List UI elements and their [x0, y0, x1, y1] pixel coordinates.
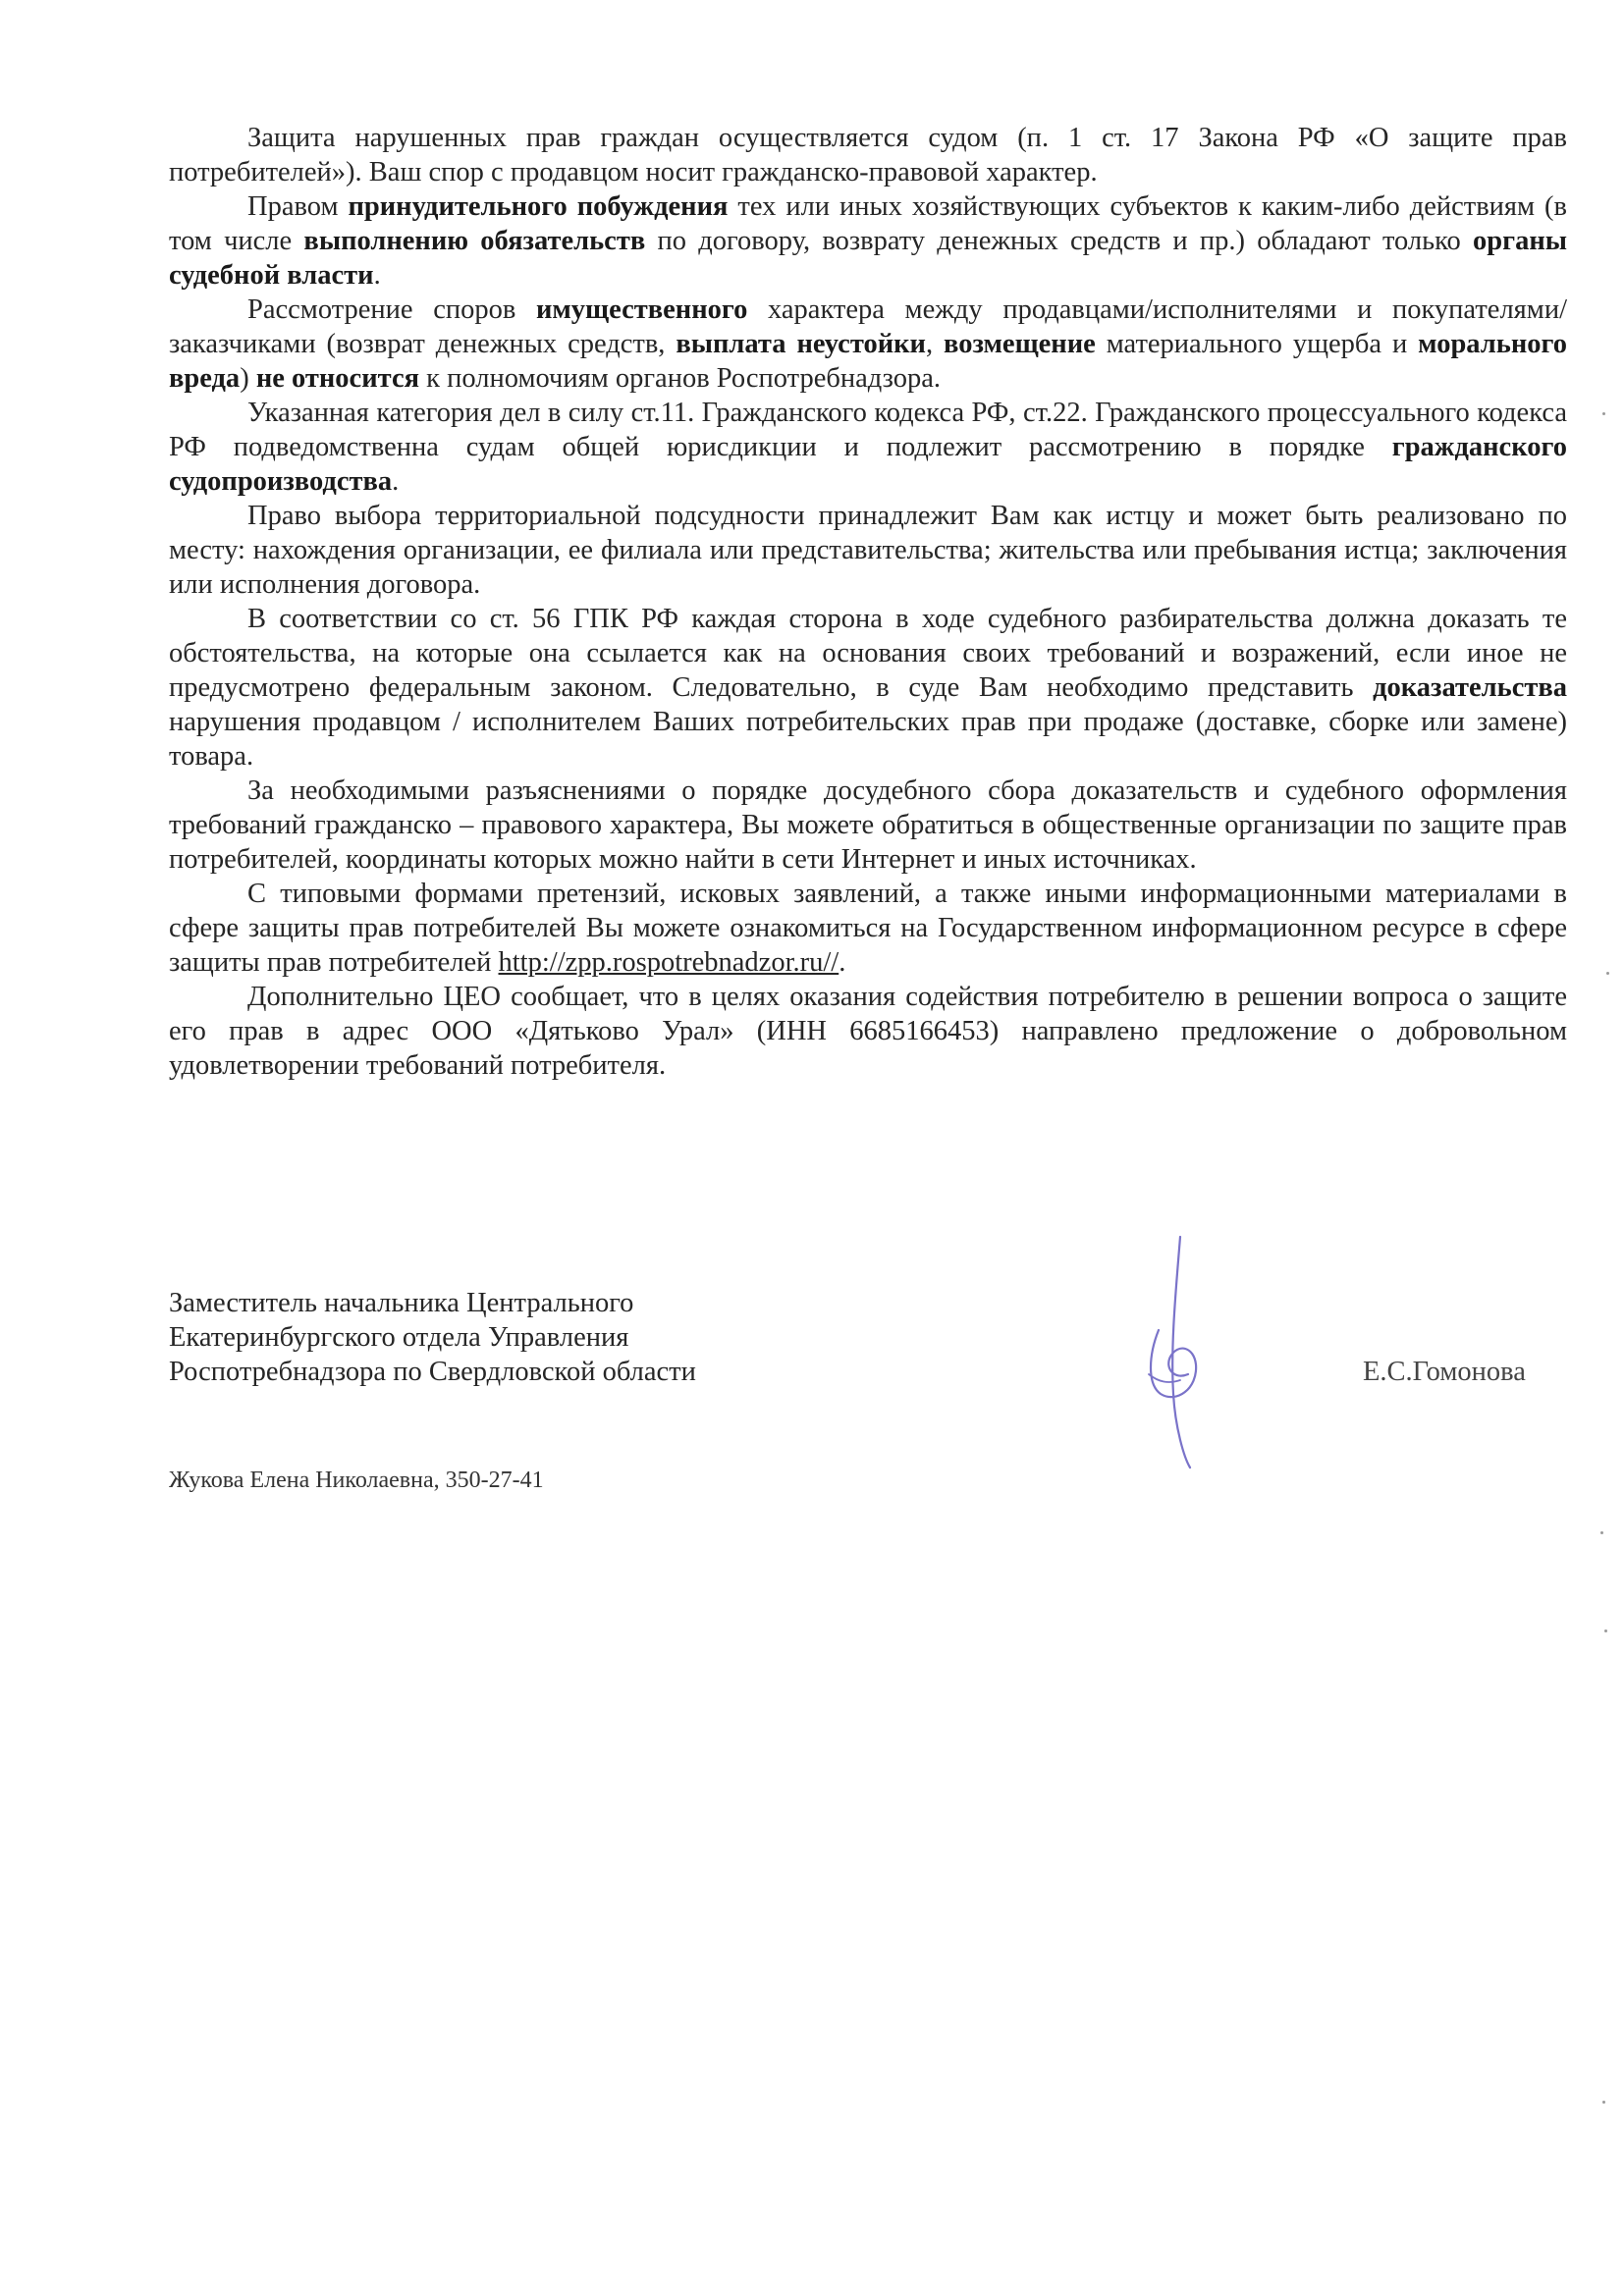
paragraph-text: Правом — [247, 191, 349, 222]
bold-phrase: гражданского судопроизводства — [169, 432, 1567, 497]
paragraph-text: Рассмотрение споров — [247, 294, 536, 325]
paragraph-additional — [169, 980, 1567, 1083]
paragraph-jurisdiction — [169, 396, 1567, 499]
bold-phrase: доказательства — [1373, 672, 1567, 703]
signatory-line: Роспотребнадзора по Свердловской области — [169, 1357, 696, 1387]
paragraph-text: к полномочиям органов Роспотребнадзора. — [419, 363, 941, 394]
bold-phrase: возмещение — [944, 329, 1096, 359]
paragraph-evidence — [169, 602, 1567, 774]
bold-phrase: имущественного — [535, 294, 748, 325]
paragraph-venue — [169, 499, 1567, 602]
bold-phrase: принудительного побуждения — [348, 191, 729, 222]
signatory-position — [169, 1286, 856, 1389]
signatory-line: Екатеринбургского отдела Управления — [169, 1322, 629, 1353]
signatory-name: Е.С.Гомонова — [1363, 1357, 1526, 1387]
paragraph-text: Указанная категория дел в силу ст.11. Гражданского кодекса РФ, ст.22. Гражданского процессуального кодекса РФ подведомственна судам общей юрисдикции и подлежит рассмотрению в порядке — [169, 398, 1567, 462]
paragraph-text: Дополнительно ЦЕО сообщает, что в целях оказания содействия потребителю в решении вопроса о защите его прав в адрес ООО «Дятьково Урал» (ИНН 6685166453) направлено предложение о добровольном удовлетворении требований потребителя. — [169, 982, 1567, 1081]
scan-edge-marks — [1585, 0, 1624, 2296]
paragraph-text: нарушения продавцом / исполнителем Ваших потребительских прав при продаже (доставке, сборке или замене) товара. — [169, 707, 1567, 772]
handwritten-signature — [1119, 1227, 1247, 1472]
paragraph-text: . — [839, 947, 846, 978]
executor-contact: Жукова Елена Николаевна, 350-27-41 — [169, 1468, 544, 1493]
paragraph-templates — [169, 877, 1567, 980]
paragraph-text: С типовыми формами претензий, исковых заявлений, а также иными информационными материалами в сфере защиты прав потребителей Вы можете ознакомиться на Государственном информационном ресурсе в сфере защиты прав потребителей — [169, 879, 1567, 978]
bold-phrase: органы судебной власти — [169, 226, 1567, 291]
bold-phrase: выплата неустойки — [676, 329, 926, 359]
paragraph-consultation — [169, 774, 1567, 877]
paragraph-text: . — [373, 260, 381, 291]
zpp-portal-link[interactable]: http://zpp.rospotrebnadzor.ru// — [498, 947, 839, 978]
paragraph-court-protection — [169, 121, 1567, 189]
paragraph-text: характера между продавцами/исполнителями и покупателями/заказчиками (возврат денежных средств, — [169, 294, 1567, 359]
paragraph-enforcement — [169, 189, 1567, 293]
paragraph-property-disputes — [169, 293, 1567, 396]
paragraph-text: . — [392, 466, 400, 497]
paragraph-text: ) — [240, 363, 256, 394]
signatory-line: Заместитель начальника Центрального — [169, 1288, 634, 1318]
letter-body — [169, 121, 1567, 1083]
paragraph-text: За необходимыми разъяснениями о порядке досудебного сбора доказательств и судебного оформления требований гражданско – правового характера, Вы можете обратиться в общественные организации по защите прав потребителей, координаты которых можно найти в сети Интернет и иных источниках. — [169, 775, 1567, 875]
bold-phrase: выполнению обязательств — [303, 226, 646, 256]
paragraph-text: тех или иных хозяйствующих субъектов к каким-либо действиям (в том числе — [169, 191, 1567, 256]
bold-phrase: морального вреда — [169, 329, 1568, 394]
paragraph-text: , — [925, 329, 945, 359]
paragraph-text: материального ущерба и — [1095, 329, 1419, 359]
paragraph-text: Защита нарушенных прав граждан осуществляется судом (п. 1 ст. 17 Закона РФ «О защите прав потребителей»). Ваш спор с продавцом носит гражданско-правовой характер. — [169, 123, 1567, 187]
bold-phrase: не относится — [255, 363, 420, 394]
paragraph-text: по договору, возврату денежных средств и пр.) обладают только — [645, 226, 1474, 256]
paragraph-text: Право выбора территориальной подсудности принадлежит Вам как истцу и может быть реализовано по месту: нахождения организации, ее филиала или представительства; жительства или пребывания истца; заключения или исполнения договора. — [169, 501, 1567, 600]
paragraph-text: В соответствии со ст. 56 ГПК РФ каждая сторона в ходе судебного разбирательства должна доказать те обстоятельства, на которые она ссылается как на основания своих требований и возражений, если иное не предусмотрено федеральным законом. Следовательно, в суде Вам необходимо представить — [169, 604, 1567, 703]
